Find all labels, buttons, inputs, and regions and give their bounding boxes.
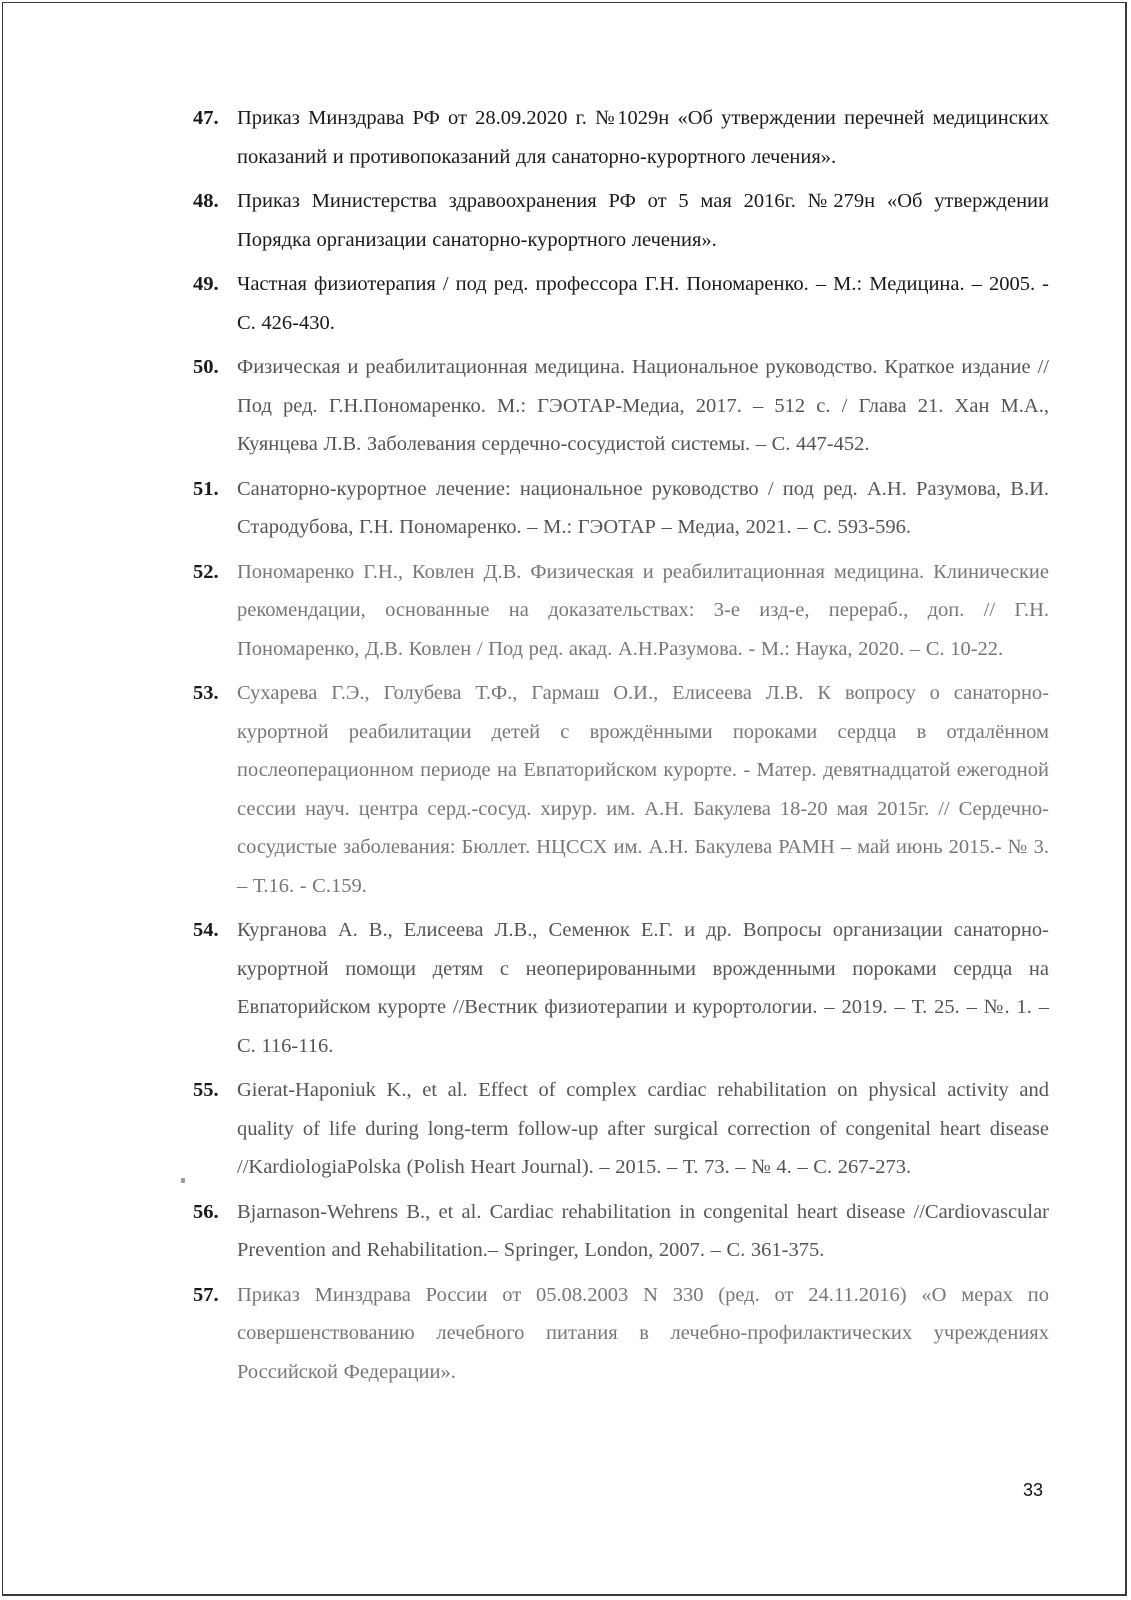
reference-number: 51. [193,477,219,500]
reference-number: 56. [193,1200,219,1223]
reference-number: 54. [193,919,219,941]
scan-speck [181,1178,185,1183]
reference-item [193,182,1049,259]
reference-item [193,911,1049,1065]
reference-item [193,99,1049,176]
document-page [2,2,1127,1596]
reference-item [193,348,1049,464]
reference-item [193,1193,1049,1270]
page-number: 33 [1023,1480,1044,1500]
reference-number: 57. [193,1283,219,1306]
reference-item [193,1276,1049,1392]
reference-item [193,265,1049,342]
reference-text: Физическая и реабилитационная медицина. Национальное руководство. Краткое издание // Под ред. Г.Н.Пономаренко. М.: ГЭОТАР-Медиа, 2017. – 512 с. / Глава 21. Хан М.А., Куянцева Л.В. Заболевания сердечно-сосудистой системы. – С. 447-452. [237,356,1049,455]
reference-text: Сухарева Г.Э., Голубева Т.Ф., Гармаш О.И., Елисеева Л.В. К вопросу о санаторно-курортной реабилитации детей с врождёнными пороками сердца в отдалённом послеоперационном периоде на Евпаторийском курорте. - Матер. девятнадцатой ежегодной сессии науч. центра серд.-сосуд. хирур. им. А.Н. Бакулева 18-20 мая 2015г. // Сердечно-сосудистые заболевания: Бюллет. НЦССХ им. А.Н. Бакулева РАМН – май июнь 2015.- № 3. – Т.16. - С.159. [237,682,1049,897]
reference-number: 53. [193,682,219,704]
reference-text: Курганова А. В., Елисеева Л.В., Семенюк Е.Г. и др. Вопросы организации санаторно-курортной помощи детям с неоперированными врожденными пороками сердца на Евпаторийском курорте //Вестник физиотерапии и курортологии. – 2019. – Т. 25. – №. 1. – С. 116-116. [237,919,1049,1057]
reference-text: Приказ Минздрава РФ от 28.09.2020 г. №1029н «Об утверждении перечней медицинских показаний и противопоказаний для санаторно-курортного лечения». [237,107,1049,168]
reference-number: 55. [193,1079,219,1101]
reference-number: 52. [193,560,219,583]
reference-item [193,470,1049,547]
reference-text: Приказ Минздрава России от 05.08.2003 N 330 (ред. от 24.11.2016) «О мерах по совершенствованию лечебного питания в лечебно-профилактических учреждениях Российской Федерации». [237,1283,1049,1383]
reference-text: Приказ Министерства здравоохранения РФ от 5 мая 2016г. №279н «Об утверждении Порядка организации санаторно-курортного лечения». [237,190,1049,251]
reference-list [193,99,1049,1397]
reference-number: 49. [193,273,219,295]
reference-text: Bjarnason-Wehrens B., et al. Cardiac rehabilitation in congenital heart disease //Cardiovascular Prevention and Rehabilitation.– Springer, London, 2007. – С. 361-375. [237,1200,1049,1261]
reference-item [193,674,1049,905]
reference-text: Частная физиотерапия / под ред. профессора Г.Н. Пономаренко. – М.: Медицина. – 2005. - С. 426-430. [237,273,1049,334]
reference-number: 48. [193,190,219,212]
reference-text: Пономаренко Г.Н., Ковлен Д.В. Физическая и реабилитационная медицина. Клинические рекомендации, основанные на доказательствах: 3-е изд-е, перераб., доп. // Г.Н. Пономаренко, Д.В. Ковлен / Под ред. акад. А.Н.Разумова. - М.: Наука, 2020. – С. 10-22. [237,560,1049,660]
reference-text: Gierat-Haponiuk K., et al. Effect of complex cardiac rehabilitation on physical activity and quality of life during long-term follow-up after surgical correction of congenital heart disease //KardiologiaPolska (Polish Heart Journal). – 2015. – Т. 73. – № 4. – С. 267-273. [237,1079,1049,1178]
reference-number: 47. [193,107,219,129]
reference-number: 50. [193,356,219,378]
reference-item [193,553,1049,669]
reference-text: Санаторно-курортное лечение: национальное руководство / под ред. А.Н. Разумова, В.И. Стародубова, Г.Н. Пономаренко. – М.: ГЭОТАР – Медиа, 2021. – С. 593-596. [237,477,1049,538]
reference-item [193,1071,1049,1187]
